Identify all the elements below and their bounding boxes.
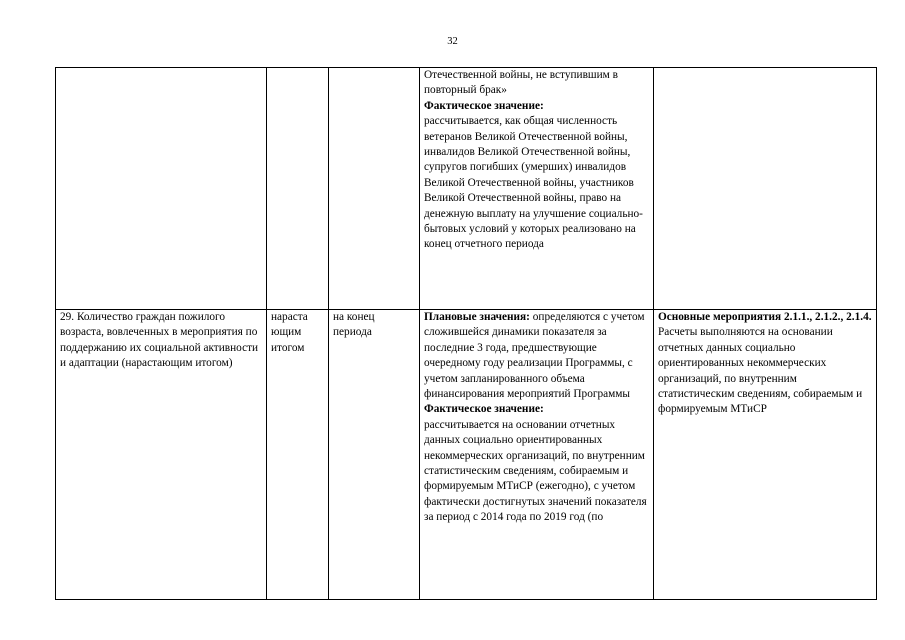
cumulative-cell	[267, 68, 329, 310]
actual-value-text: рассчитывается, как общая численность ветеранов Великой Отечественной войны, инвалидов Великой Отечественной войны, супругов погибших (умерших) инвалидов Великой Отечественной войны, участников Великой Отечественной войны, право на денежную выплату на улучшение социально-бытовых условий у которых реализовано на конец отчетного периода	[424, 115, 643, 251]
indicators-table	[55, 67, 877, 600]
table-row	[56, 310, 877, 600]
planned-values-paragraph	[424, 310, 649, 402]
planned-values-text: определяются с учетом сложившейся динамики показателя за последние 3 года, предшествующие очередному году реализации Программы, с учетом запланированного объема финансирования мероприятий Программы	[424, 311, 645, 401]
cumulative-cell: нараста ющим итогом	[267, 310, 329, 600]
page-number: 32	[447, 36, 458, 47]
calculation-text: Отечественной войны, не вступившим в повторный брак»	[424, 69, 618, 97]
indicator-cell: 29. Количество граждан пожилого возраста, вовлеченных в мероприятия по поддержанию их социальной активности и адаптации (нарастающим итогом)	[56, 310, 267, 600]
measures-cell	[654, 68, 877, 310]
calculation-method-cell	[420, 68, 654, 310]
actual-value-label: Фактическое значение:	[424, 403, 544, 416]
measures-cell	[654, 310, 877, 600]
actual-value-label: Фактическое значение:	[424, 99, 544, 112]
calculation-method-cell	[420, 310, 654, 600]
indicator-cell	[56, 68, 267, 310]
actual-value-text: рассчитывается на основании отчетных данных социально ориентированных некоммерческих организаций, по внутренним статистическим сведениям, собираемым и формируемым МТиСР (ежегодно), с учетом фактически достигнутых значений показателя за период с 2014 года по 2019 год (по	[424, 418, 647, 524]
period-cell: на конец периода	[329, 310, 420, 600]
planned-values-label: Плановые значения:	[424, 311, 530, 323]
measures-text: Расчеты выполняются на основании отчетных данных социально ориентированных некоммерческих организаций, по внутренним статистическим сведениям, собираемым и формируемым МТиСР	[658, 326, 863, 416]
period-cell	[329, 68, 420, 310]
table-row	[56, 68, 877, 310]
measures-label: Основные мероприятия 2.1.1., 2.1.2., 2.1.4.	[658, 311, 872, 323]
